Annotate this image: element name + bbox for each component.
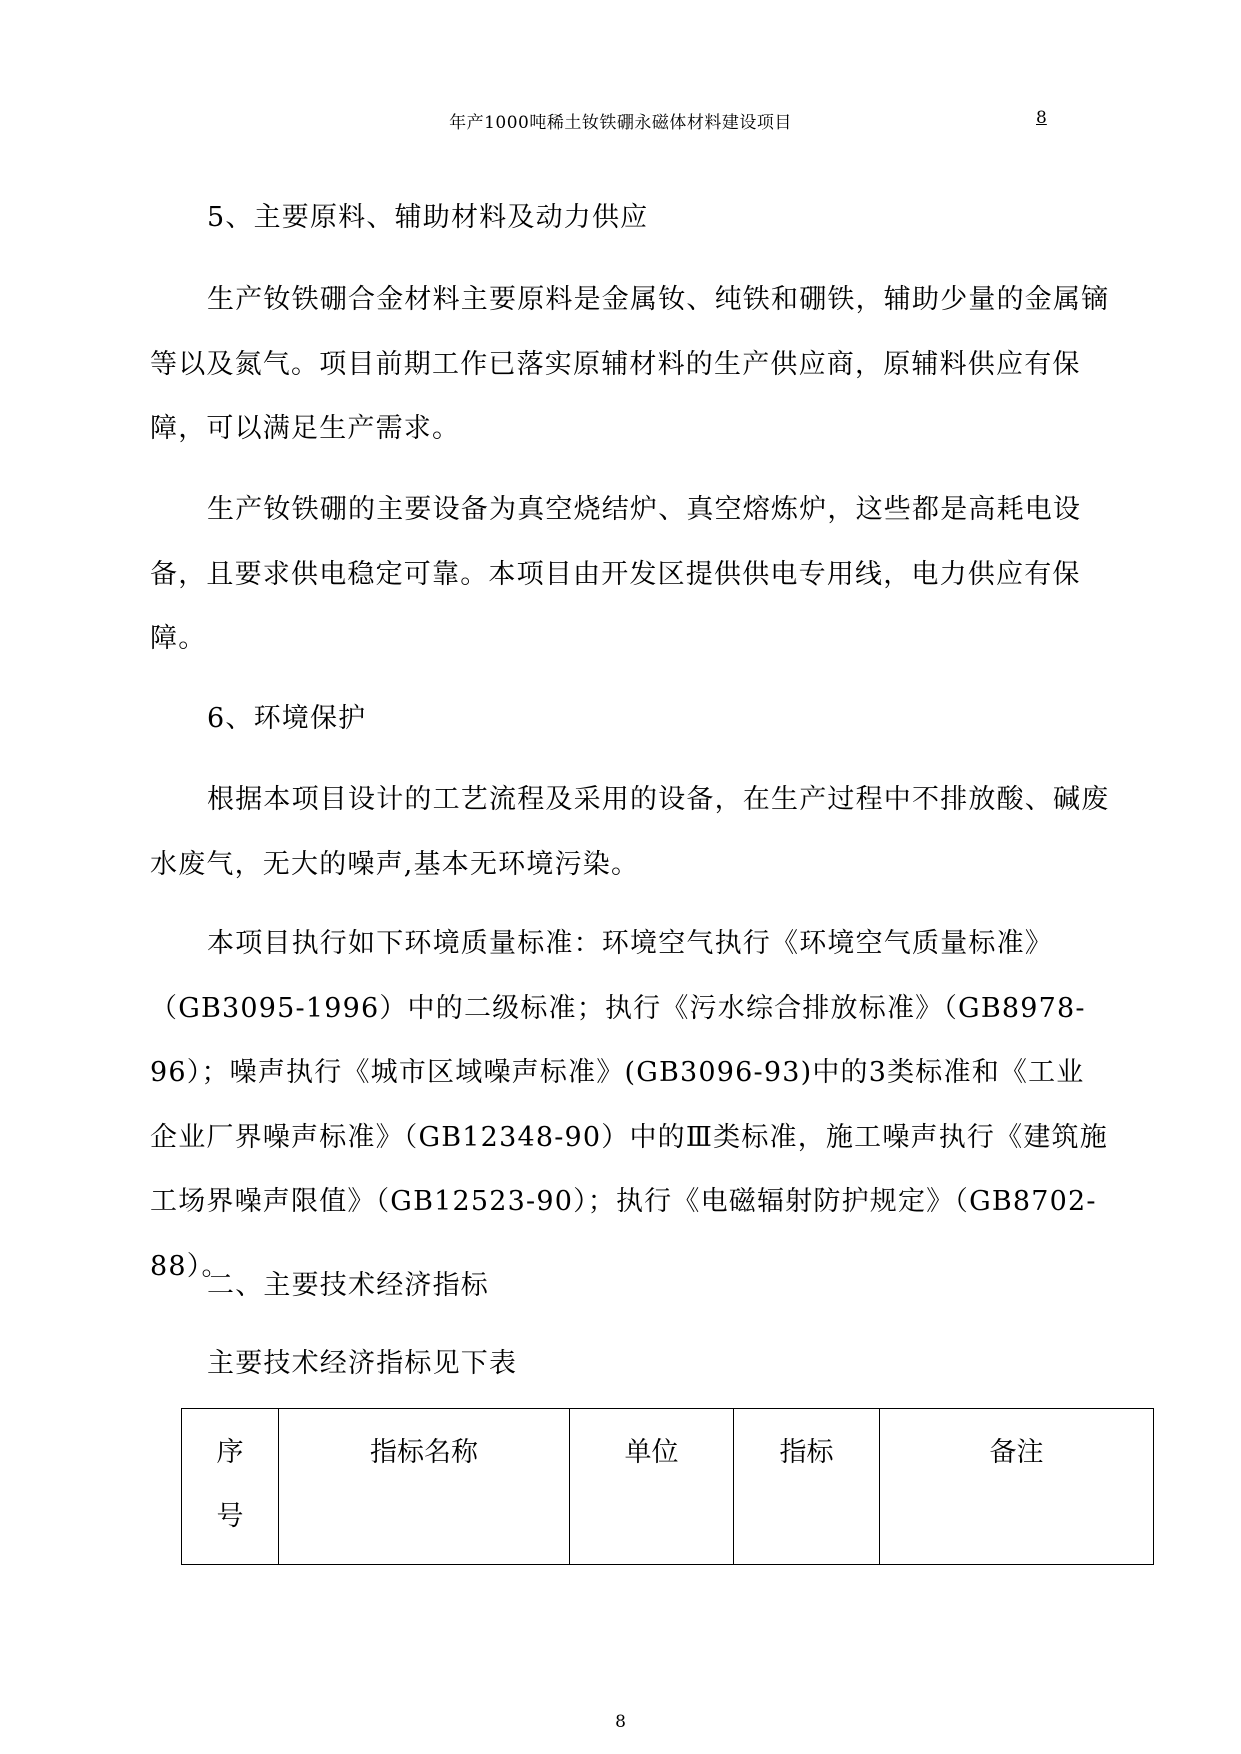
col-header-indicator: 指标 [734, 1409, 880, 1565]
col-header-unit: 单位 [570, 1409, 734, 1565]
section-5-paragraph-1: 生产钕铁硼合金材料主要原料是金属钕、纯铁和硼铁，辅助少量的金属镝等以及氮气。项目前期工作已落实原辅材料的生产供应商，原辅料供应有保障，可以满足生产需求。 [150, 284, 1110, 444]
section-6-heading: 6、环境保护 [207, 703, 367, 734]
running-header-title: 年产1000吨稀土钕铁硼永磁体材料建设项目 [449, 113, 792, 133]
indicator-table [181, 1408, 1154, 1565]
section-6-paragraph-1: 根据本项目设计的工艺流程及采用的设备，在生产过程中不排放酸、碱废水废气，无大的噪声,基本无环境污染。 [150, 784, 1110, 880]
section-6-paragraph-2: 本项目执行如下环境质量标准：环境空气执行《环境空气质量标准》（GB3095-1996）中的二级标准；执行《污水综合排放标准》（GB8978-96）；噪声执行《城市区域噪声标准》(GB3096-93)中的3类标准和《工业企业厂界噪声标准》（GB12348-90）中的Ⅲ类标准，施工噪声执行《建筑施工场界噪声限值》（GB12523-90）；执行《电磁辐射防护规定》（GB8702-88）。 [150, 928, 1108, 1282]
page-footer-number: 8 [615, 1712, 626, 1732]
section-2-heading: 二、主要技术经济指标 [207, 1270, 489, 1301]
table-intro: 主要技术经济指标见下表 [207, 1348, 518, 1379]
col-header-indicator-name: 指标名称 [279, 1409, 570, 1565]
table-header-row [182, 1409, 1154, 1565]
section-5-heading: 5、主要原料、辅助材料及动力供应 [207, 202, 649, 233]
col-header-index: 序号 [182, 1409, 279, 1565]
col-header-remarks: 备注 [880, 1409, 1154, 1565]
section-5-paragraph-2: 生产钕铁硼的主要设备为真空烧结炉、真空熔炼炉，这些都是高耗电设备，且要求供电稳定可靠。本项目由开发区提供供电专用线，电力供应有保障。 [150, 494, 1082, 654]
running-header-page-number: 8 [1036, 108, 1047, 128]
